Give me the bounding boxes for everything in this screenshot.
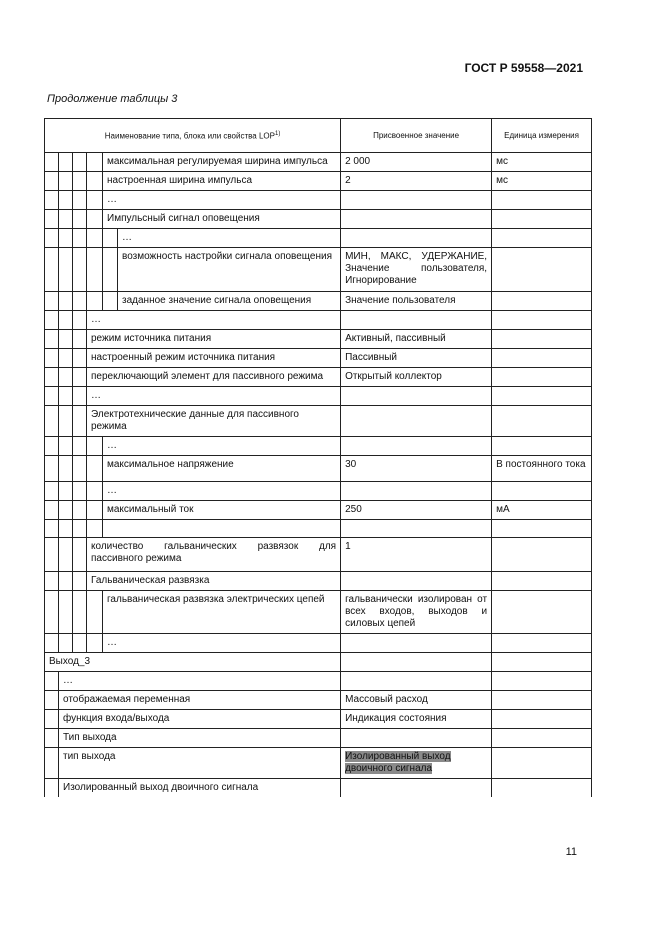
assigned-value-cell: Значение пользователя	[341, 292, 492, 311]
assigned-value-cell: 1	[341, 538, 492, 572]
indent-cell	[45, 779, 59, 798]
indent-cell	[73, 172, 87, 191]
indent-cell	[87, 482, 103, 501]
property-name-cell: Электротехнические данные для пассивного режима	[87, 406, 341, 437]
footnote-marker: 1)	[274, 131, 281, 138]
indent-cell	[87, 520, 103, 538]
indent-cell	[103, 229, 118, 248]
indent-cell	[45, 330, 59, 349]
indent-cell	[45, 591, 59, 634]
property-name-cell: настроенная ширина импульса	[103, 172, 341, 191]
indent-cell	[45, 456, 59, 482]
assigned-value-cell	[341, 311, 492, 330]
indent-cell	[73, 191, 87, 210]
indent-cell	[45, 748, 59, 779]
indent-cell	[45, 311, 59, 330]
table-row	[45, 172, 592, 191]
unit-cell	[492, 229, 592, 248]
table-row	[45, 191, 592, 210]
indent-cell	[103, 248, 118, 292]
unit-cell	[492, 729, 592, 748]
unit-cell	[492, 691, 592, 710]
unit-cell	[492, 591, 592, 634]
property-name-cell: переключающий элемент для пассивного режима	[87, 368, 341, 387]
unit-cell	[492, 779, 592, 798]
assigned-value-cell: Пассивный	[341, 349, 492, 368]
table-row	[45, 292, 592, 311]
assigned-value-cell: 30	[341, 456, 492, 482]
unit-cell	[492, 210, 592, 229]
assigned-value-cell	[341, 229, 492, 248]
table-row	[45, 210, 592, 229]
indent-cell	[59, 591, 73, 634]
table-row	[45, 482, 592, 501]
indent-cell	[73, 538, 87, 572]
indent-cell	[87, 191, 103, 210]
table-row	[45, 311, 592, 330]
property-name-cell: …	[103, 437, 341, 456]
unit-cell	[492, 311, 592, 330]
assigned-value-cell: 250	[341, 501, 492, 520]
assigned-value-cell	[341, 437, 492, 456]
indent-cell	[45, 153, 59, 172]
table-row	[45, 572, 592, 591]
indent-cell	[45, 572, 59, 591]
table-row	[45, 406, 592, 437]
table-row	[45, 153, 592, 172]
unit-cell	[492, 437, 592, 456]
table-row	[45, 691, 592, 710]
assigned-value-cell	[341, 779, 492, 798]
indent-cell	[73, 572, 87, 591]
property-name-cell: заданное значение сигнала оповещения	[118, 292, 341, 311]
indent-cell	[87, 456, 103, 482]
indent-cell	[73, 330, 87, 349]
indent-cell	[87, 172, 103, 191]
indent-cell	[45, 538, 59, 572]
property-name-cell: …	[103, 191, 341, 210]
unit-cell	[492, 748, 592, 779]
unit-cell: мс	[492, 172, 592, 191]
assigned-value-cell	[341, 210, 492, 229]
indent-cell	[73, 501, 87, 520]
indent-cell	[87, 591, 103, 634]
assigned-value-cell	[341, 482, 492, 501]
property-name-cell: тип выхода	[59, 748, 341, 779]
table-row	[45, 349, 592, 368]
indent-cell	[59, 538, 73, 572]
indent-cell	[45, 172, 59, 191]
table-header-row	[45, 119, 592, 153]
unit-cell	[492, 191, 592, 210]
assigned-value-cell: Массовый расход	[341, 691, 492, 710]
indent-cell	[73, 311, 87, 330]
assigned-value-cell	[341, 406, 492, 437]
table-row	[45, 248, 592, 292]
table-row	[45, 538, 592, 572]
unit-cell	[492, 653, 592, 672]
unit-cell	[492, 634, 592, 653]
unit-cell	[492, 387, 592, 406]
indent-cell	[45, 229, 59, 248]
property-name-cell: максимальный ток	[103, 501, 341, 520]
indent-cell	[87, 292, 103, 311]
property-name-cell: гальваническая развязка электрических цепей	[103, 591, 341, 634]
table-row	[45, 368, 592, 387]
indent-cell	[45, 368, 59, 387]
assigned-value-cell	[341, 191, 492, 210]
indent-cell	[59, 210, 73, 229]
unit-cell	[492, 710, 592, 729]
property-name-cell: отображаемая переменная	[59, 691, 341, 710]
indent-cell	[45, 729, 59, 748]
property-name-cell: функция входа/выхода	[59, 710, 341, 729]
property-name-cell: режим источника питания	[87, 330, 341, 349]
indent-cell	[73, 210, 87, 229]
indent-cell	[59, 330, 73, 349]
table-row	[45, 229, 592, 248]
table-row	[45, 330, 592, 349]
column-header-unit: Единица измерения	[492, 119, 592, 153]
indent-cell	[73, 349, 87, 368]
unit-cell	[492, 572, 592, 591]
indent-cell	[59, 406, 73, 437]
unit-cell: мА	[492, 501, 592, 520]
assigned-value-cell	[341, 672, 492, 691]
indent-cell	[45, 710, 59, 729]
indent-cell	[103, 292, 118, 311]
indent-cell	[59, 349, 73, 368]
indent-cell	[45, 437, 59, 456]
unit-cell	[492, 538, 592, 572]
indent-cell	[59, 520, 73, 538]
property-name-cell: Выход_3	[45, 653, 341, 672]
indent-cell	[87, 153, 103, 172]
indent-cell	[59, 572, 73, 591]
properties-table	[44, 118, 592, 797]
highlighted-value: Изолированный выход двоичного сигнала	[345, 751, 451, 774]
indent-cell	[87, 501, 103, 520]
indent-cell	[45, 248, 59, 292]
property-name-cell: Гальваническая развязка	[87, 572, 341, 591]
table-row	[45, 387, 592, 406]
property-name-cell: …	[118, 229, 341, 248]
assigned-value-cell: 2 000	[341, 153, 492, 172]
indent-cell	[59, 368, 73, 387]
unit-cell	[492, 349, 592, 368]
unit-cell	[492, 248, 592, 292]
indent-cell	[87, 437, 103, 456]
unit-cell	[492, 520, 592, 538]
indent-cell	[73, 248, 87, 292]
indent-cell	[59, 248, 73, 292]
property-name-cell: Импульсный сигнал оповещения	[103, 210, 341, 229]
indent-cell	[59, 482, 73, 501]
indent-cell	[59, 153, 73, 172]
table-continuation-caption: Продолжение таблицы 3	[47, 93, 178, 105]
indent-cell	[59, 501, 73, 520]
assigned-value-cell	[341, 653, 492, 672]
assigned-value-cell	[341, 572, 492, 591]
indent-cell	[73, 368, 87, 387]
assigned-value-cell	[341, 729, 492, 748]
table-row	[45, 729, 592, 748]
table-row	[45, 634, 592, 653]
indent-cell	[59, 229, 73, 248]
indent-cell	[45, 387, 59, 406]
property-name-cell: …	[103, 634, 341, 653]
assigned-value-cell	[341, 748, 492, 779]
property-name-cell: настроенный режим источника питания	[87, 349, 341, 368]
indent-cell	[59, 292, 73, 311]
indent-cell	[73, 387, 87, 406]
column-header-name	[45, 119, 341, 153]
assigned-value-cell: МИН, МАКС, УДЕРЖАНИЕ, Значение пользователя, Игнорирование	[341, 248, 492, 292]
assigned-value-cell: Активный, пассивный	[341, 330, 492, 349]
table-row	[45, 456, 592, 482]
property-name-cell: …	[87, 311, 341, 330]
property-name-cell	[103, 520, 341, 538]
indent-cell	[45, 482, 59, 501]
indent-cell	[45, 292, 59, 311]
indent-cell	[45, 349, 59, 368]
indent-cell	[45, 406, 59, 437]
assigned-value-cell	[341, 520, 492, 538]
column-header-name-text: Наименование типа, блока или свойства LOP	[104, 131, 275, 141]
indent-cell	[87, 634, 103, 653]
table-row	[45, 591, 592, 634]
indent-cell	[73, 153, 87, 172]
unit-cell	[492, 406, 592, 437]
property-name-cell: …	[59, 672, 341, 691]
property-name-cell: Изолированный выход двоичного сигнала	[59, 779, 341, 798]
indent-cell	[45, 191, 59, 210]
indent-cell	[73, 482, 87, 501]
property-name-cell: максимальная регулируемая ширина импульса	[103, 153, 341, 172]
table-row	[45, 520, 592, 538]
standard-number: ГОСТ Р 59558—2021	[464, 61, 583, 75]
indent-cell	[59, 634, 73, 653]
property-name-cell: максимальное напряжение	[103, 456, 341, 482]
table-row	[45, 501, 592, 520]
indent-cell	[73, 406, 87, 437]
indent-cell	[73, 634, 87, 653]
indent-cell	[73, 591, 87, 634]
indent-cell	[59, 437, 73, 456]
indent-cell	[45, 520, 59, 538]
indent-cell	[59, 311, 73, 330]
indent-cell	[45, 634, 59, 653]
indent-cell	[59, 387, 73, 406]
table-row	[45, 748, 592, 779]
page-number: 11	[565, 846, 577, 858]
assigned-value-cell: гальванически изолирован от всех входов, выходов и силовых цепей	[341, 591, 492, 634]
unit-cell	[492, 292, 592, 311]
property-name-cell: …	[87, 387, 341, 406]
table-body	[45, 119, 592, 798]
column-header-value: Присвоенное значение	[341, 119, 492, 153]
indent-cell	[73, 437, 87, 456]
indent-cell	[73, 520, 87, 538]
table-row	[45, 779, 592, 798]
indent-cell	[87, 229, 103, 248]
assigned-value-cell: 2	[341, 172, 492, 191]
indent-cell	[73, 229, 87, 248]
table-row	[45, 672, 592, 691]
indent-cell	[45, 672, 59, 691]
indent-cell	[59, 456, 73, 482]
indent-cell	[87, 210, 103, 229]
unit-cell: мс	[492, 153, 592, 172]
indent-cell	[73, 456, 87, 482]
indent-cell	[59, 172, 73, 191]
table-row	[45, 437, 592, 456]
property-name-cell: …	[103, 482, 341, 501]
indent-cell	[73, 292, 87, 311]
assigned-value-cell: Открытый коллектор	[341, 368, 492, 387]
indent-cell	[45, 210, 59, 229]
unit-cell	[492, 672, 592, 691]
property-name-cell: Тип выхода	[59, 729, 341, 748]
table-row	[45, 653, 592, 672]
unit-cell: В постоянного тока	[492, 456, 592, 482]
unit-cell	[492, 482, 592, 501]
table-row	[45, 710, 592, 729]
property-name-cell: количество гальванических развязок для пассивного режима	[87, 538, 341, 572]
unit-cell	[492, 368, 592, 387]
unit-cell	[492, 330, 592, 349]
indent-cell	[59, 191, 73, 210]
assigned-value-cell	[341, 634, 492, 653]
property-name-cell: возможность настройки сигнала оповещения	[118, 248, 341, 292]
assigned-value-cell	[341, 387, 492, 406]
indent-cell	[87, 248, 103, 292]
indent-cell	[45, 691, 59, 710]
indent-cell	[45, 501, 59, 520]
assigned-value-cell: Индикация состояния	[341, 710, 492, 729]
